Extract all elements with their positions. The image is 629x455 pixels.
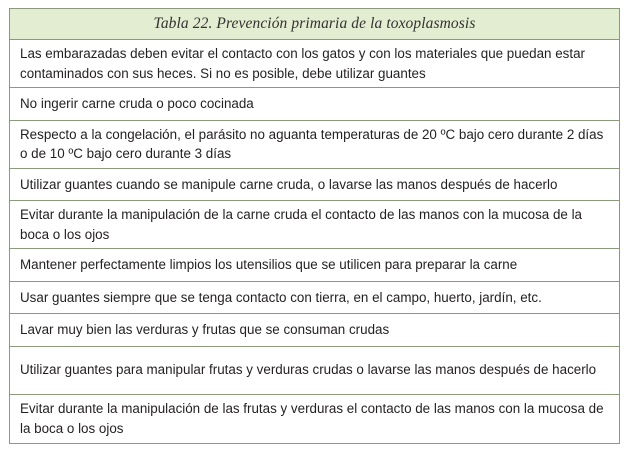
table-row — [10, 88, 619, 121]
table-row — [10, 201, 619, 249]
table-row — [10, 40, 619, 88]
row-text: No ingerir carne cruda o poco cocinada — [20, 96, 254, 111]
row-text: Respecto a la congelación, el parásito no aguanta temperaturas de 20 ºC bajo cero durante 2 días o de 10 ºC bajo cero durante 3 días — [20, 126, 604, 161]
row-text: Mantener perfectamente limpios los utensilios que se utilicen para preparar la carne — [20, 257, 518, 272]
row-text: Evitar durante la manipulación de la carne cruda el contacto de las manos con la mucosa de la boca o los ojos — [20, 207, 582, 242]
row-text: Utilizar guantes cuando se manipule carne cruda, o lavarse las manos después de hacerlo — [20, 176, 558, 192]
table-title: Tabla 22. Prevención primaria de la toxoplasmosis — [153, 15, 476, 32]
table-row — [10, 121, 619, 169]
table-row — [10, 314, 619, 347]
row-text: Evitar durante la manipulación de las frutas y verduras el contacto de las manos con la mucosa de la boca o los ojos — [20, 401, 604, 436]
prevention-table — [9, 8, 620, 444]
table-row — [10, 169, 619, 202]
table-title-cell — [10, 9, 619, 40]
row-text: Usar guantes siempre que se tenga contacto con tierra, en el campo, huerto, jardín, etc. — [20, 289, 542, 305]
table-row — [10, 282, 619, 315]
row-text: Utilizar guantes para manipular frutas y verduras crudas o lavarse las manos después de hacerlo — [20, 362, 597, 378]
table-row — [10, 347, 619, 395]
table-row — [10, 249, 619, 282]
row-text: Lavar muy bien las verduras y frutas que se consuman crudas — [20, 322, 390, 337]
row-text: Las embarazadas deben evitar el contacto con los gatos y con los materiales que puedan estar contaminados con sus heces. Si no es posible, debe utilizar guantes — [20, 46, 585, 81]
table-row — [10, 395, 619, 443]
